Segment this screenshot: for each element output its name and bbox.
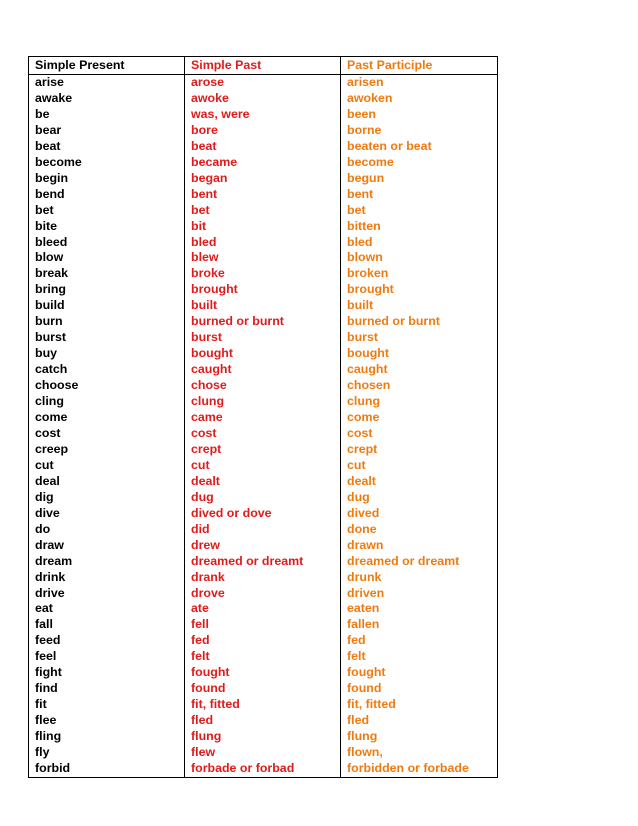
cell-simple-present: dream (29, 554, 185, 570)
cell-past-participle: dug (341, 490, 498, 506)
cell-past-participle: been (341, 107, 498, 123)
cell-simple-present: creep (29, 442, 185, 458)
header-simple-present: Simple Present (29, 57, 185, 75)
cell-simple-present: bleed (29, 235, 185, 251)
cell-simple-past: brought (185, 282, 341, 298)
cell-past-participle: cost (341, 426, 498, 442)
cell-simple-present: draw (29, 538, 185, 554)
cell-simple-past: dived or dove (185, 506, 341, 522)
cell-simple-past: forbade or forbad (185, 761, 341, 777)
cell-simple-present: fall (29, 617, 185, 633)
cell-simple-past: burst (185, 330, 341, 346)
cell-simple-present: be (29, 107, 185, 123)
cell-past-participle: burned or burnt (341, 314, 498, 330)
table-row (29, 235, 498, 251)
cell-past-participle: crept (341, 442, 498, 458)
cell-past-participle: eaten (341, 601, 498, 617)
cell-simple-past: drank (185, 570, 341, 586)
table-row (29, 601, 498, 617)
table-row (29, 155, 498, 171)
cell-past-participle: borne (341, 123, 498, 139)
cell-simple-present: blow (29, 250, 185, 266)
cell-past-participle: bled (341, 235, 498, 251)
cell-simple-past: bought (185, 346, 341, 362)
cell-simple-present: drive (29, 586, 185, 602)
table-row (29, 458, 498, 474)
cell-simple-past: awoke (185, 91, 341, 107)
cell-past-participle: beaten or beat (341, 139, 498, 155)
cell-simple-past: felt (185, 649, 341, 665)
cell-simple-present: burn (29, 314, 185, 330)
cell-simple-present: fling (29, 729, 185, 745)
cell-past-participle: flung (341, 729, 498, 745)
cell-simple-past: ate (185, 601, 341, 617)
cell-simple-past: caught (185, 362, 341, 378)
cell-simple-past: bit (185, 219, 341, 235)
cell-simple-past: blew (185, 250, 341, 266)
table-row (29, 330, 498, 346)
table-row (29, 761, 498, 777)
cell-simple-past: found (185, 681, 341, 697)
cell-simple-past: beat (185, 139, 341, 155)
table-row (29, 729, 498, 745)
table-row (29, 410, 498, 426)
cell-past-participle: dreamed or dreamt (341, 554, 498, 570)
cell-past-participle: fed (341, 633, 498, 649)
cell-simple-past: began (185, 171, 341, 187)
header-past-participle: Past Participle (341, 57, 498, 75)
cell-simple-present: cut (29, 458, 185, 474)
cell-past-participle: done (341, 522, 498, 538)
cell-past-participle: fit, fitted (341, 697, 498, 713)
table-row (29, 298, 498, 314)
cell-past-participle: become (341, 155, 498, 171)
cell-simple-present: come (29, 410, 185, 426)
cell-simple-present: do (29, 522, 185, 538)
cell-simple-past: bled (185, 235, 341, 251)
cell-simple-past: fled (185, 713, 341, 729)
cell-simple-present: dig (29, 490, 185, 506)
cell-past-participle: forbidden or forbade (341, 761, 498, 777)
cell-past-participle: fought (341, 665, 498, 681)
cell-past-participle: found (341, 681, 498, 697)
cell-simple-present: eat (29, 601, 185, 617)
cell-simple-past: drew (185, 538, 341, 554)
header-row (29, 57, 498, 75)
cell-simple-past: flung (185, 729, 341, 745)
table-row (29, 554, 498, 570)
cell-simple-present: bring (29, 282, 185, 298)
cell-past-participle: broken (341, 266, 498, 282)
cell-simple-present: choose (29, 378, 185, 394)
cell-past-participle: fallen (341, 617, 498, 633)
cell-past-participle: awoken (341, 91, 498, 107)
cell-simple-present: cling (29, 394, 185, 410)
cell-simple-past: fought (185, 665, 341, 681)
table-row (29, 649, 498, 665)
table-body (29, 75, 498, 778)
cell-simple-past: dealt (185, 474, 341, 490)
table-row (29, 266, 498, 282)
cell-simple-present: find (29, 681, 185, 697)
cell-simple-present: bet (29, 203, 185, 219)
table-row (29, 745, 498, 761)
table-row (29, 681, 498, 697)
table-row (29, 633, 498, 649)
cell-simple-past: cost (185, 426, 341, 442)
cell-simple-present: catch (29, 362, 185, 378)
cell-simple-past: dug (185, 490, 341, 506)
table-row (29, 586, 498, 602)
table-row (29, 665, 498, 681)
cell-simple-past: fit, fitted (185, 697, 341, 713)
cell-past-participle: drunk (341, 570, 498, 586)
cell-simple-present: build (29, 298, 185, 314)
cell-simple-present: buy (29, 346, 185, 362)
table-row (29, 538, 498, 554)
cell-simple-past: bent (185, 187, 341, 203)
cell-simple-past: fed (185, 633, 341, 649)
table-row (29, 282, 498, 298)
table-row (29, 617, 498, 633)
cell-simple-present: awake (29, 91, 185, 107)
cell-simple-present: arise (29, 75, 185, 91)
cell-simple-present: burst (29, 330, 185, 346)
cell-past-participle: come (341, 410, 498, 426)
cell-simple-past: came (185, 410, 341, 426)
table-row (29, 522, 498, 538)
table-row (29, 107, 498, 123)
cell-simple-present: fit (29, 697, 185, 713)
cell-past-participle: brought (341, 282, 498, 298)
cell-past-participle: fled (341, 713, 498, 729)
cell-past-participle: bet (341, 203, 498, 219)
cell-past-participle: bitten (341, 219, 498, 235)
table-row (29, 187, 498, 203)
table-row (29, 362, 498, 378)
cell-simple-present: feel (29, 649, 185, 665)
table-row (29, 123, 498, 139)
cell-simple-present: dive (29, 506, 185, 522)
cell-simple-past: built (185, 298, 341, 314)
cell-past-participle: arisen (341, 75, 498, 91)
header-simple-past: Simple Past (185, 57, 341, 75)
cell-simple-past: became (185, 155, 341, 171)
table-row (29, 91, 498, 107)
cell-simple-past: burned or burnt (185, 314, 341, 330)
cell-simple-past: did (185, 522, 341, 538)
table-row (29, 442, 498, 458)
table-row (29, 314, 498, 330)
cell-simple-past: arose (185, 75, 341, 91)
table-row (29, 394, 498, 410)
cell-simple-present: drink (29, 570, 185, 586)
cell-past-participle: cut (341, 458, 498, 474)
cell-simple-present: cost (29, 426, 185, 442)
cell-past-participle: burst (341, 330, 498, 346)
cell-past-participle: flown, (341, 745, 498, 761)
cell-simple-present: bend (29, 187, 185, 203)
cell-simple-past: dreamed or dreamt (185, 554, 341, 570)
table-row (29, 378, 498, 394)
cell-past-participle: blown (341, 250, 498, 266)
cell-simple-present: break (29, 266, 185, 282)
cell-simple-present: forbid (29, 761, 185, 777)
cell-past-participle: driven (341, 586, 498, 602)
cell-past-participle: caught (341, 362, 498, 378)
table-row (29, 250, 498, 266)
cell-simple-present: fly (29, 745, 185, 761)
cell-simple-past: bet (185, 203, 341, 219)
cell-past-participle: dealt (341, 474, 498, 490)
table-row (29, 171, 498, 187)
cell-past-participle: clung (341, 394, 498, 410)
table-row (29, 139, 498, 155)
table-row (29, 474, 498, 490)
cell-past-participle: begun (341, 171, 498, 187)
cell-simple-past: chose (185, 378, 341, 394)
table-row (29, 570, 498, 586)
cell-simple-past: clung (185, 394, 341, 410)
cell-past-participle: bent (341, 187, 498, 203)
cell-past-participle: dived (341, 506, 498, 522)
cell-simple-past: was, were (185, 107, 341, 123)
table-row (29, 203, 498, 219)
cell-past-participle: bought (341, 346, 498, 362)
cell-simple-present: become (29, 155, 185, 171)
cell-simple-present: deal (29, 474, 185, 490)
cell-simple-present: bear (29, 123, 185, 139)
cell-simple-past: cut (185, 458, 341, 474)
cell-simple-present: feed (29, 633, 185, 649)
cell-past-participle: drawn (341, 538, 498, 554)
cell-simple-present: beat (29, 139, 185, 155)
table-row (29, 713, 498, 729)
cell-simple-past: fell (185, 617, 341, 633)
irregular-verbs-table (28, 56, 498, 778)
table-row (29, 219, 498, 235)
cell-simple-present: begin (29, 171, 185, 187)
cell-simple-past: drove (185, 586, 341, 602)
table-header (29, 57, 498, 75)
table-row (29, 75, 498, 91)
table-row (29, 346, 498, 362)
cell-simple-past: crept (185, 442, 341, 458)
cell-past-participle: built (341, 298, 498, 314)
cell-simple-past: bore (185, 123, 341, 139)
cell-simple-past: flew (185, 745, 341, 761)
cell-simple-present: fight (29, 665, 185, 681)
cell-simple-present: flee (29, 713, 185, 729)
cell-simple-present: bite (29, 219, 185, 235)
table-row (29, 490, 498, 506)
table-row (29, 426, 498, 442)
cell-past-participle: felt (341, 649, 498, 665)
cell-past-participle: chosen (341, 378, 498, 394)
table-row (29, 506, 498, 522)
table-row (29, 697, 498, 713)
cell-simple-past: broke (185, 266, 341, 282)
